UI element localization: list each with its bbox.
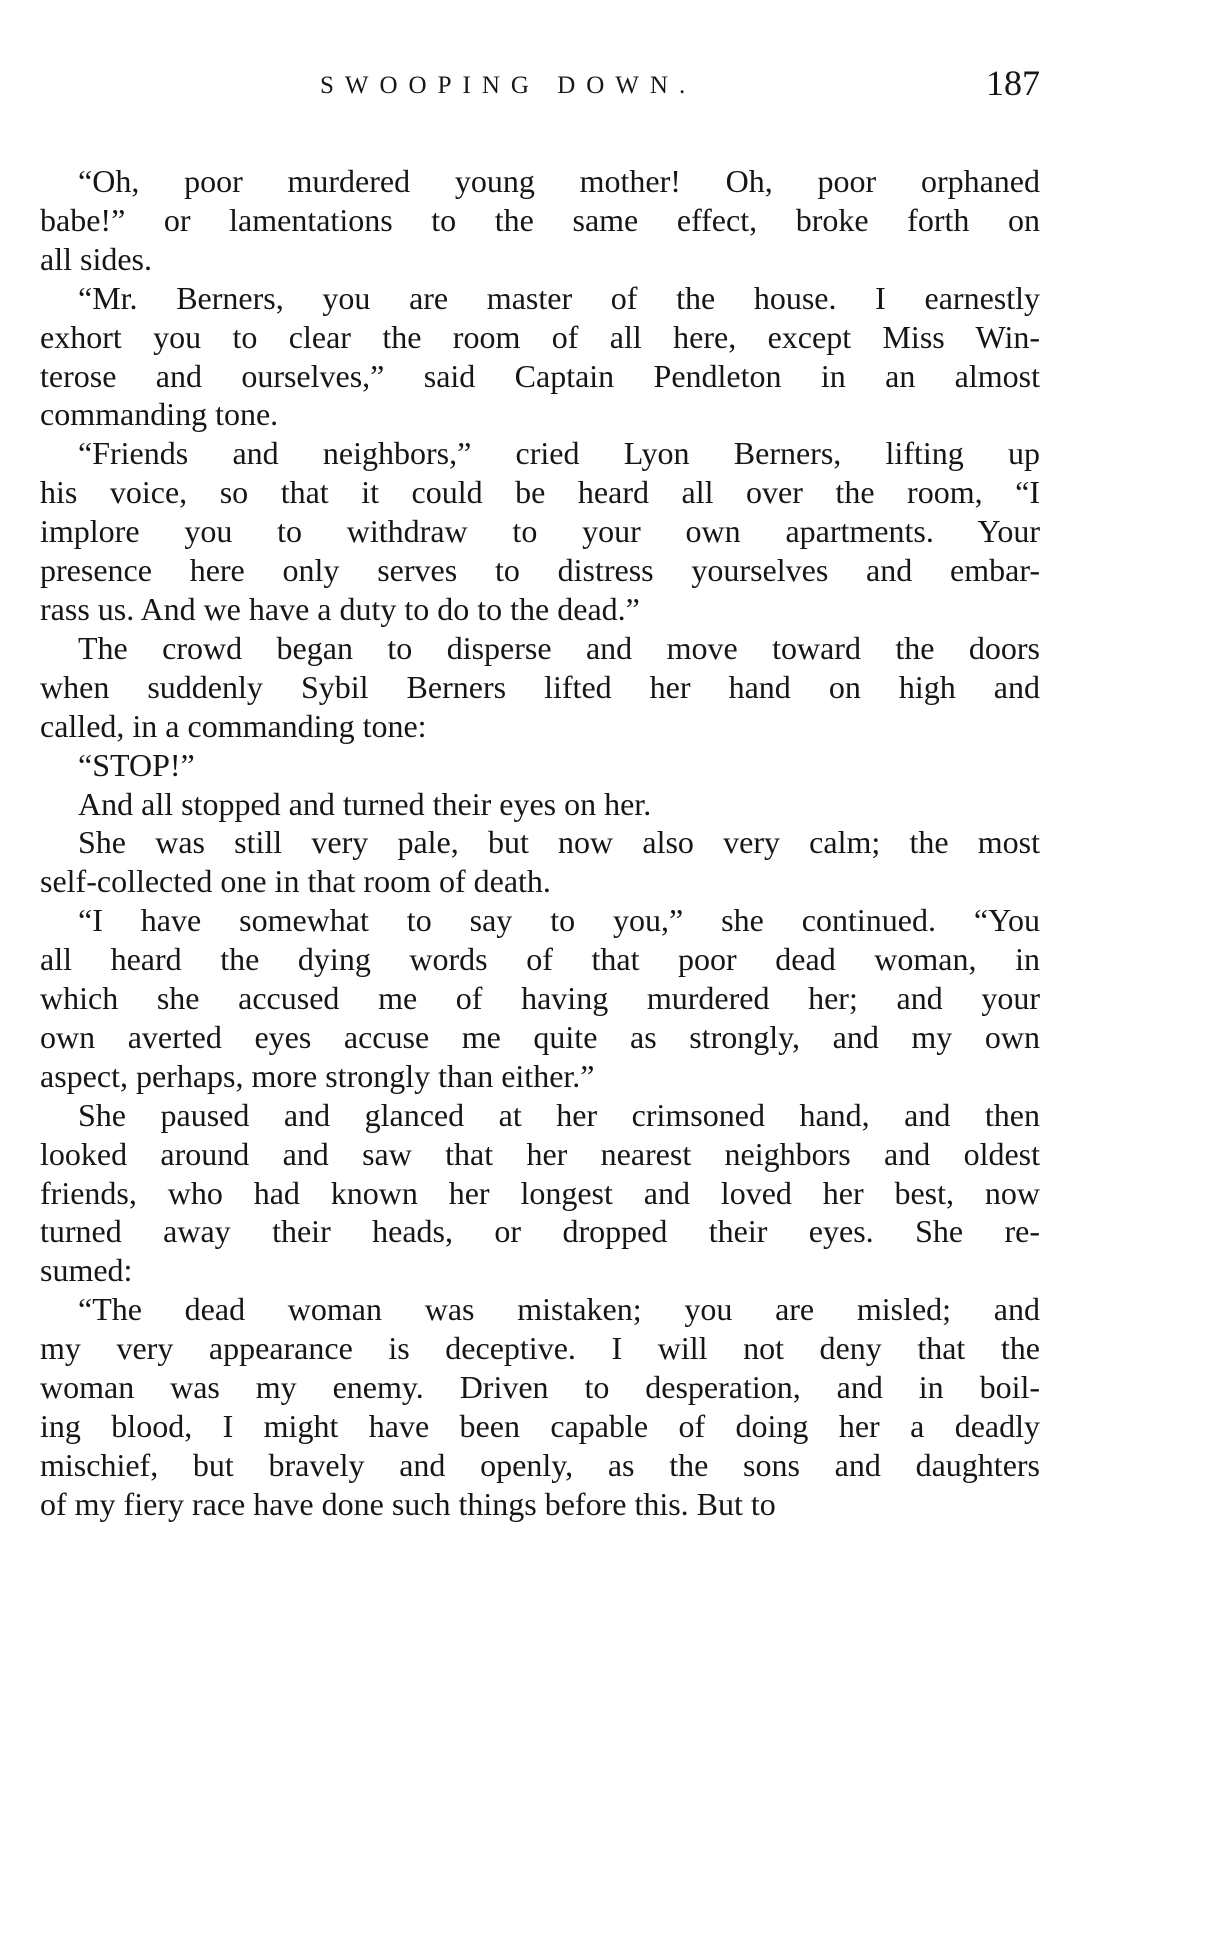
text-line: terose and ourselves,” said Captain Pendleton in an almost bbox=[40, 357, 1040, 394]
text-line: babe!” or lamentations to the same effect, broke forth on bbox=[40, 201, 1040, 238]
text-line: when suddenly Sybil Berners lifted her hand on high and bbox=[40, 668, 1040, 705]
text-line: my very appearance is deceptive. I will not deny that the bbox=[40, 1330, 1040, 1367]
text-line: woman was my enemy. Driven to desperation, and in boil- bbox=[40, 1369, 1040, 1406]
text-line: sumed: bbox=[40, 1252, 133, 1289]
text-line: presence here only serves to distress yourselves and embar- bbox=[40, 552, 1040, 589]
text-line: “Oh, poor murdered young mother! Oh, poor orphaned bbox=[78, 163, 1040, 199]
text-line: called, in a commanding tone: bbox=[40, 707, 427, 744]
text-line: friends, who had known her longest and loved her best, now bbox=[40, 1174, 1040, 1211]
text-line: The crowd began to disperse and move toward the doors bbox=[78, 629, 1040, 666]
book-page bbox=[40, 62, 1040, 1524]
text-line: which she accused me of having murdered her; and your bbox=[40, 980, 1040, 1017]
paragraph bbox=[40, 279, 1040, 435]
paragraph bbox=[40, 629, 1040, 746]
text-line: “The dead woman was mistaken; you are misled; and bbox=[78, 1291, 1040, 1328]
paragraph bbox=[40, 901, 1040, 1096]
text-line: turned away their heads, or dropped their eyes. She re- bbox=[40, 1213, 1040, 1250]
text-line: commanding tone. bbox=[40, 396, 279, 433]
text-line: all heard the dying words of that poor dead woman, in bbox=[40, 941, 1040, 978]
text-line: aspect, perhaps, more strongly than either.” bbox=[40, 1057, 595, 1094]
body-text bbox=[40, 162, 1040, 1524]
text-line: She paused and glanced at her crimsoned hand, and then bbox=[78, 1096, 1040, 1133]
text-line: rass us. And we have a duty to do to the dead.” bbox=[40, 590, 640, 627]
paragraph bbox=[40, 1290, 1040, 1523]
text-line: She was still very pale, but now also very calm; the most bbox=[78, 824, 1040, 861]
text-line: own averted eyes accuse me quite as strongly, and my own bbox=[40, 1018, 1040, 1055]
text-line: looked around and saw that her nearest neighbors and oldest bbox=[40, 1135, 1040, 1172]
text-line: implore you to withdraw to your own apartments. Your bbox=[40, 513, 1040, 550]
page-number: 187 bbox=[986, 63, 1040, 103]
running-title: SWOOPING DOWN. bbox=[320, 72, 697, 99]
paragraph bbox=[40, 785, 1040, 824]
text-line: And all stopped and turned their eyes on her. bbox=[78, 785, 652, 822]
text-line: “Mr. Berners, you are master of the house. I earnestly bbox=[78, 279, 1040, 316]
text-line: “STOP!” bbox=[78, 746, 195, 783]
text-line: “I have somewhat to say to you,” she continued. “You bbox=[78, 902, 1040, 939]
text-line: “Friends and neighbors,” cried Lyon Berners, lifting up bbox=[78, 435, 1040, 472]
text-line: of my fiery race have done such things before this. But to bbox=[40, 1485, 776, 1522]
paragraph bbox=[40, 1096, 1040, 1291]
page-header bbox=[40, 62, 1040, 122]
text-line: mischief, but bravely and openly, as the sons and daughters bbox=[40, 1446, 1040, 1483]
paragraph bbox=[40, 823, 1040, 901]
text-line: his voice, so that it could be heard all over the room, “I bbox=[40, 474, 1040, 511]
text-line: all sides. bbox=[40, 240, 152, 277]
text-line: ing blood, I might have been capable of doing her a deadly bbox=[40, 1408, 1040, 1444]
paragraph bbox=[40, 162, 1040, 279]
paragraph bbox=[40, 746, 1040, 785]
text-line: self-collected one in that room of death. bbox=[40, 863, 551, 900]
text-line: exhort you to clear the room of all here, except Miss Win- bbox=[40, 318, 1040, 355]
paragraph bbox=[40, 434, 1040, 629]
